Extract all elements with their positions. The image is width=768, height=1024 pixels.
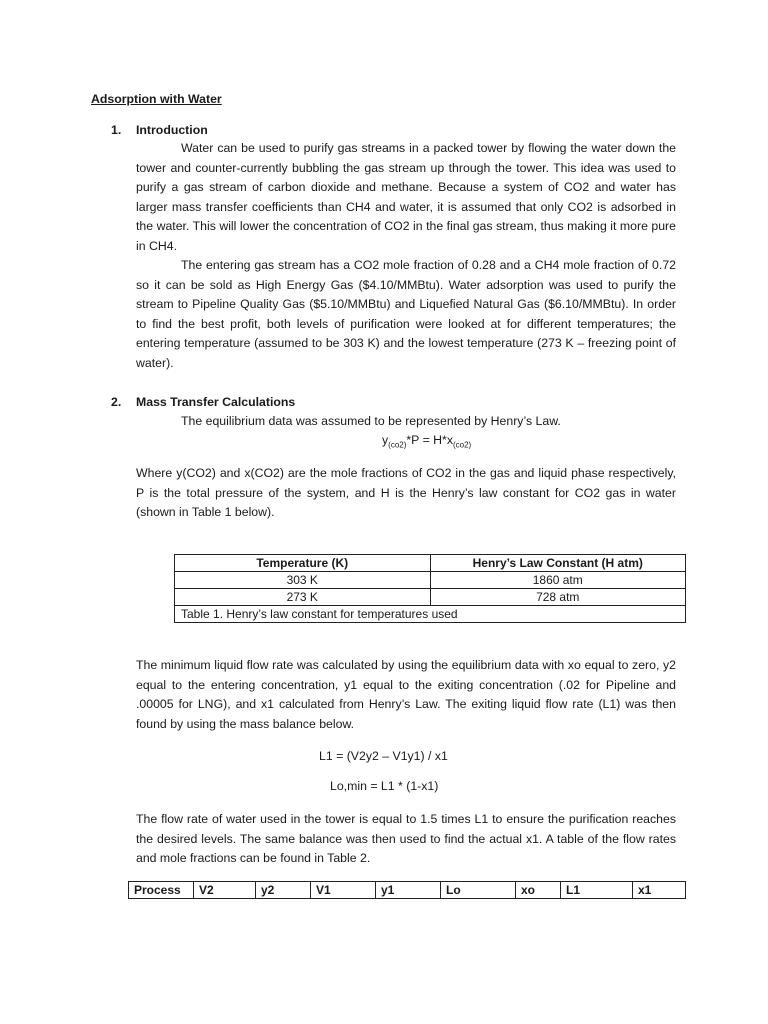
table-cell: 273 K <box>175 589 431 606</box>
intro-paragraph-1: Water can be used to purify gas streams in a packed tower by flowing the water down the tower and counter-currently bubbling the gas stream up through the tower. This idea was used to purify a gas stream of carbon dioxide and methane. Because a system of CO2 and water has larger mass transfer coefficients than CH4 and water, it is assumed that only CO2 is adsorbed in the water. This will lower the concentration of CO2 in the final gas stream, thus making it more pure in CH4. <box>136 141 676 253</box>
section-2-number: 2. <box>111 395 122 409</box>
table-row <box>175 572 686 589</box>
section-1-number: 1. <box>111 123 122 137</box>
min-flow-equation: Lo,min = L1 * (1-x1) <box>330 779 439 793</box>
eq-sub-1: (co2) <box>388 440 407 450</box>
table-cell: 1860 atm <box>430 572 686 589</box>
document-title: Adsorption with Water <box>91 92 222 106</box>
table-1-header: Henry’s Law Constant (H atm) <box>430 555 686 572</box>
table-2-header: xo <box>516 882 561 899</box>
henry-law-equation <box>382 433 471 449</box>
henry-law-explanation: Where y(CO2) and x(CO2) are the mole fractions of CO2 in the gas and liquid phase respectively, P is the total pressure of the system, and H is the Henry’s law constant for CO2 gas in water (shown in Table 1 below). <box>136 466 676 519</box>
section-2-heading: Mass Transfer Calculations <box>136 395 296 409</box>
section-1-heading: Introduction <box>136 123 208 137</box>
table-1-caption: Table 1. Henry’s law constant for temperatures used <box>175 606 686 623</box>
flow-rate-paragraph: The flow rate of water used in the tower is equal to 1.5 times L1 to ensure the purification reaches the desired levels. The same balance was then used to find the actual x1. A table of the flow rates and mole fractions can be found in Table 2. <box>136 812 676 865</box>
eq-y: y <box>382 433 389 447</box>
table-caption-row <box>175 606 686 623</box>
table-2-header: V2 <box>194 882 256 899</box>
intro-paragraph-2: The entering gas stream has a CO2 mole fraction of 0.28 and a CH4 mole fraction of 0.72 so it can be sold as High Energy Gas ($4.10/MMBtu). Water adsorption was used to purify the stream to Pipeline Quality Gas ($5.10/MMBtu) and Liquefied Natural Gas ($6.10/MMBtu). In order to find the best profit, both levels of purification were looked at for different temperatures; the entering temperature (assumed to be 303 K) and the lowest temperature (273 K – freezing point of water). <box>136 258 676 370</box>
table-2-header: Lo <box>441 882 516 899</box>
table-2-header: x1 <box>633 882 686 899</box>
table-cell: 728 atm <box>430 589 686 606</box>
table-2-header: L1 <box>561 882 633 899</box>
table-row <box>175 589 686 606</box>
table-1-header-row <box>175 555 686 572</box>
table-2-header: V1 <box>311 882 376 899</box>
table-2-header: y1 <box>376 882 441 899</box>
table-2-header: y2 <box>256 882 311 899</box>
mass-balance-equation: L1 = (V2y2 – V1y1) / x1 <box>319 749 448 763</box>
eq-mid: *P = H*x <box>406 433 453 447</box>
table-1-header: Temperature (K) <box>175 555 431 572</box>
eq-sub-2: (co2) <box>452 440 472 450</box>
min-flow-paragraph: The minimum liquid flow rate was calculated by using the equilibrium data with xo equal to zero, y2 equal to the entering concentration, y1 equal to the exiting concentration (.02 for Pipeline and .00005 for LNG), and x1 calculated from Henry’s Law. The exiting liquid flow rate (L1) was then found by using the mass balance below. <box>136 658 676 731</box>
henry-law-intro: The equilibrium data was assumed to be represented by Henry’s Law. <box>181 414 561 428</box>
table-cell: 303 K <box>175 572 431 589</box>
table-1 <box>174 554 686 623</box>
table-2 <box>128 881 686 899</box>
table-2-header-row <box>129 882 686 899</box>
table-2-header: Process <box>129 882 194 899</box>
